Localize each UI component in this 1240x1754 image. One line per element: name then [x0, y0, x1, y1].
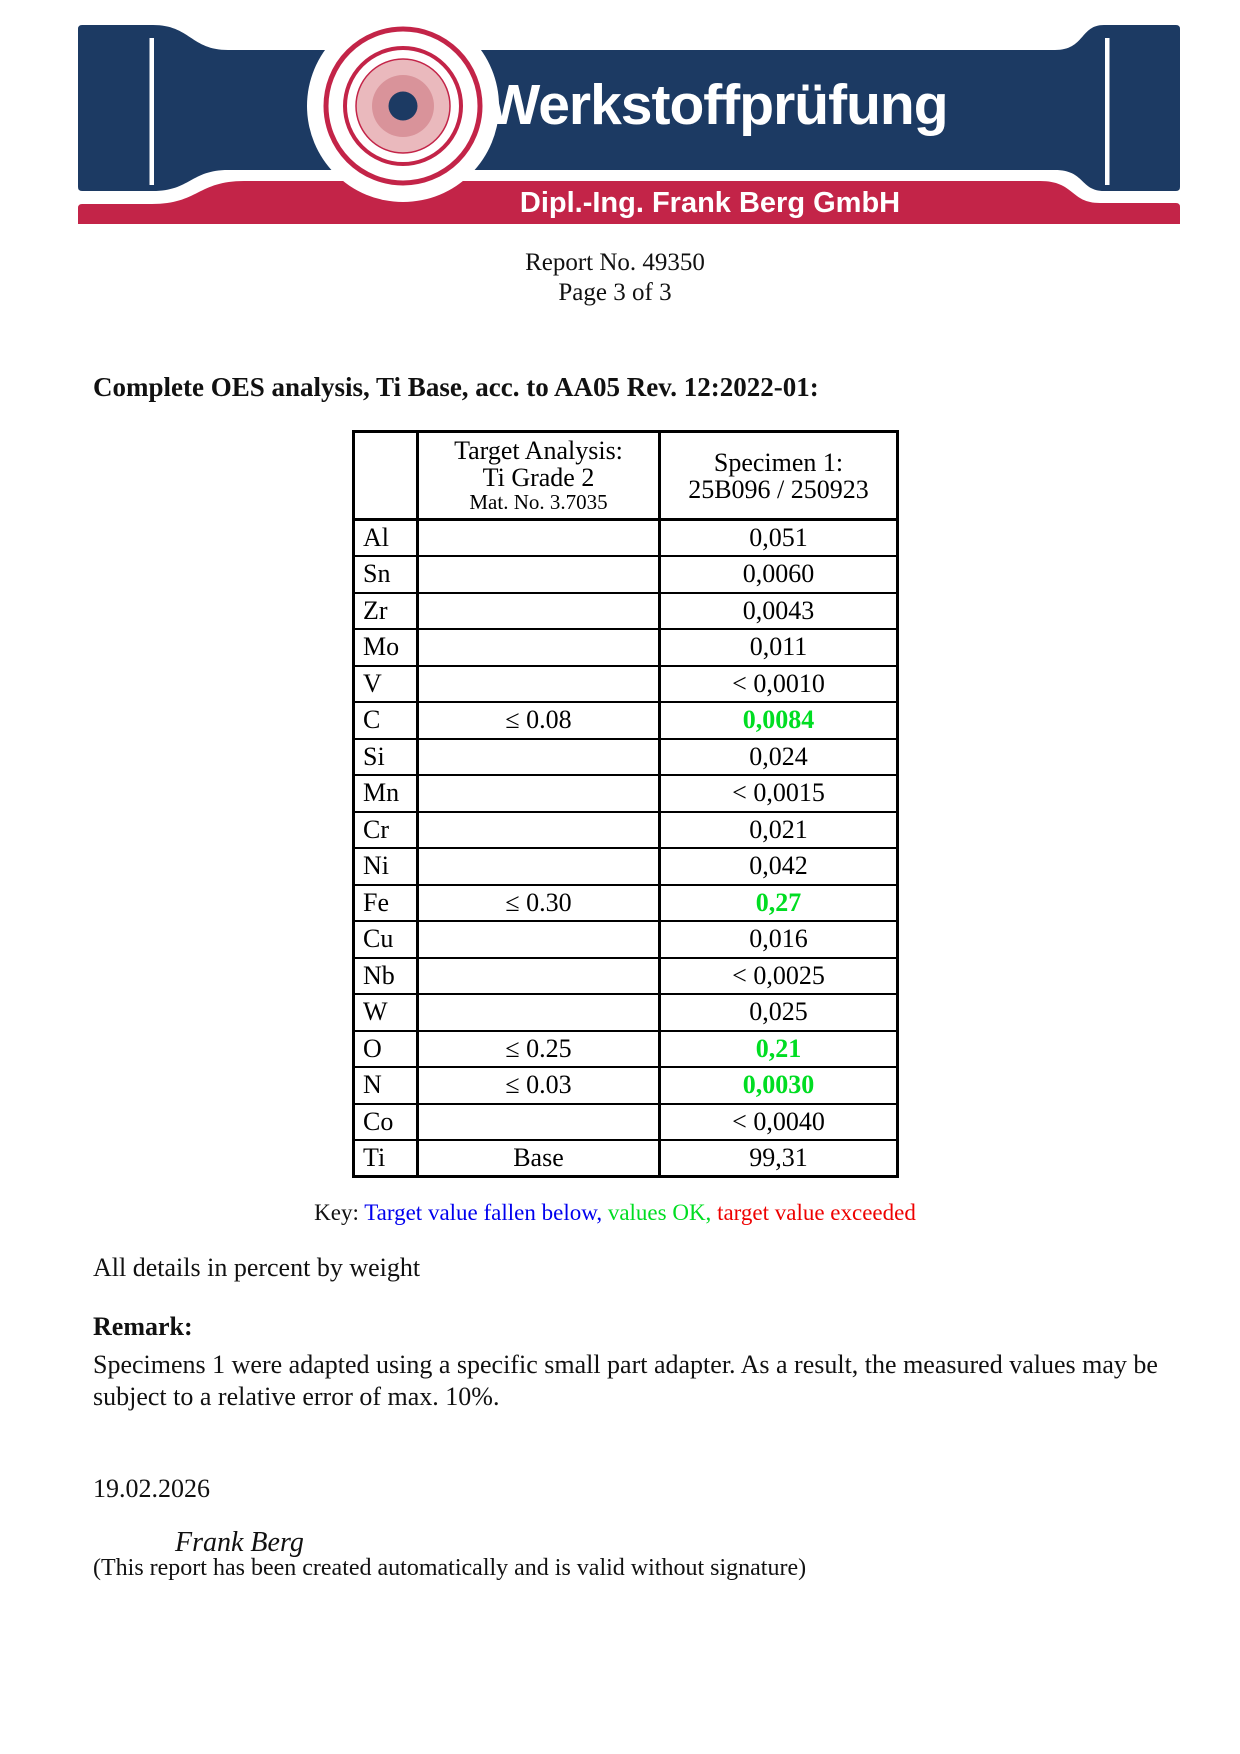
element-symbol: Al — [354, 520, 418, 557]
table-header-row — [354, 432, 898, 520]
element-symbol: Co — [354, 1104, 418, 1141]
element-symbol: W — [354, 994, 418, 1031]
table-row — [354, 629, 898, 666]
table-row — [354, 885, 898, 922]
element-symbol: Ni — [354, 848, 418, 885]
target-value — [418, 812, 660, 849]
specimen-header-line1: Specimen 1: — [713, 447, 844, 477]
report-number: Report No. 49350 — [525, 249, 705, 276]
target-header-material-number: Mat. No. 3.7035 — [469, 490, 608, 514]
target-value — [418, 593, 660, 630]
target-value — [418, 556, 660, 593]
measured-value: 99,31 — [660, 1140, 898, 1177]
measured-value: 0,042 — [660, 848, 898, 885]
target-value — [418, 958, 660, 995]
element-symbol: O — [354, 1031, 418, 1068]
table-row — [354, 848, 898, 885]
table-row — [354, 958, 898, 995]
measured-value: 0,0060 — [660, 556, 898, 593]
units-note: All details in percent by weight — [93, 1253, 421, 1282]
target-value: ≤ 0.03 — [418, 1067, 660, 1104]
remark-text — [93, 1349, 1183, 1413]
analysis-heading: Complete OES analysis, Ti Base, acc. to AA05 Rev. 12:2022-01: — [93, 372, 819, 402]
report-identification — [0, 248, 1230, 308]
element-symbol: Mn — [354, 775, 418, 812]
table-row — [354, 1031, 898, 1068]
column-header-target — [418, 432, 660, 520]
element-symbol: Mo — [354, 629, 418, 666]
page-number: Page 3 of 3 — [558, 279, 672, 306]
target-value — [418, 994, 660, 1031]
remark-line: Specimens 1 were adapted using a specific small part adapter. As a result, the measured values may be — [93, 1350, 1158, 1379]
logo-center-dot — [389, 92, 418, 121]
measured-value: 0,0084 — [660, 702, 898, 739]
measured-value: 0,016 — [660, 921, 898, 958]
element-symbol: Nb — [354, 958, 418, 995]
column-header-element — [354, 432, 418, 520]
measured-value: < 0,0025 — [660, 958, 898, 995]
specimen-header-id: 25B096 / 250923 — [688, 474, 869, 504]
measured-value: 0,011 — [660, 629, 898, 666]
element-symbol: Fe — [354, 885, 418, 922]
target-value — [418, 629, 660, 666]
table-row — [354, 812, 898, 849]
target-header-line1: Target Analysis: — [454, 436, 623, 465]
target-header-line2: Ti Grade 2 — [482, 463, 595, 492]
table-row — [354, 556, 898, 593]
measured-value: 0,27 — [660, 885, 898, 922]
oes-analysis-table — [352, 430, 899, 1178]
measured-value: 0,0043 — [660, 593, 898, 630]
element-symbol: N — [354, 1067, 418, 1104]
element-symbol: Si — [354, 739, 418, 776]
table-row — [354, 739, 898, 776]
table-row — [354, 1104, 898, 1141]
key-label: Key: — [314, 1200, 359, 1225]
table-row — [354, 520, 898, 557]
target-value — [418, 666, 660, 703]
measured-value: < 0,0015 — [660, 775, 898, 812]
table-row — [354, 702, 898, 739]
target-value — [418, 775, 660, 812]
key-values-ok: values OK, — [607, 1200, 712, 1225]
key-exceeded: target value exceeded — [717, 1200, 916, 1225]
target-value: ≤ 0.08 — [418, 702, 660, 739]
target-value — [418, 520, 660, 557]
measured-value: 0,051 — [660, 520, 898, 557]
target-value — [418, 1104, 660, 1141]
measured-value: 0,0030 — [660, 1067, 898, 1104]
table-row — [354, 994, 898, 1031]
key-fallen-below: Target value fallen below, — [364, 1200, 603, 1225]
target-value — [418, 921, 660, 958]
remark-title: Remark: — [93, 1312, 193, 1341]
target-value — [418, 739, 660, 776]
target-value: ≤ 0.30 — [418, 885, 660, 922]
target-value: Base — [418, 1140, 660, 1177]
element-symbol: Sn — [354, 556, 418, 593]
remark-line: subject to a relative error of max. 10%. — [93, 1382, 500, 1411]
element-symbol: Zr — [354, 593, 418, 630]
table-row — [354, 775, 898, 812]
table-row — [354, 593, 898, 630]
report-date: 19.02.2026 — [93, 1474, 210, 1503]
table-row — [354, 921, 898, 958]
element-symbol: C — [354, 702, 418, 739]
banner-accent-line-right — [1105, 38, 1110, 185]
measured-value: < 0,0040 — [660, 1104, 898, 1141]
table-row — [354, 1067, 898, 1104]
measured-value: 0,21 — [660, 1031, 898, 1068]
measured-value: < 0,0010 — [660, 666, 898, 703]
table-row — [354, 666, 898, 703]
element-symbol: Ti — [354, 1140, 418, 1177]
company-subtitle: Dipl.-Ing. Frank Berg GmbH — [519, 187, 901, 219]
table-row — [354, 1140, 898, 1177]
target-value — [418, 848, 660, 885]
column-header-specimen — [660, 432, 898, 520]
measured-value: 0,025 — [660, 994, 898, 1031]
color-key — [0, 1200, 1230, 1226]
element-symbol: Cr — [354, 812, 418, 849]
company-name: Werkstoffprüfung — [486, 73, 948, 137]
measured-value: 0,024 — [660, 739, 898, 776]
signature-name: Frank Berg — [175, 1527, 304, 1558]
measured-value: 0,021 — [660, 812, 898, 849]
element-symbol: V — [354, 666, 418, 703]
element-symbol: Cu — [354, 921, 418, 958]
signature-disclaimer: (This report has been created automatically and is valid without signature) — [93, 1555, 807, 1581]
target-value: ≤ 0.25 — [418, 1031, 660, 1068]
banner-accent-line-left — [150, 38, 155, 185]
